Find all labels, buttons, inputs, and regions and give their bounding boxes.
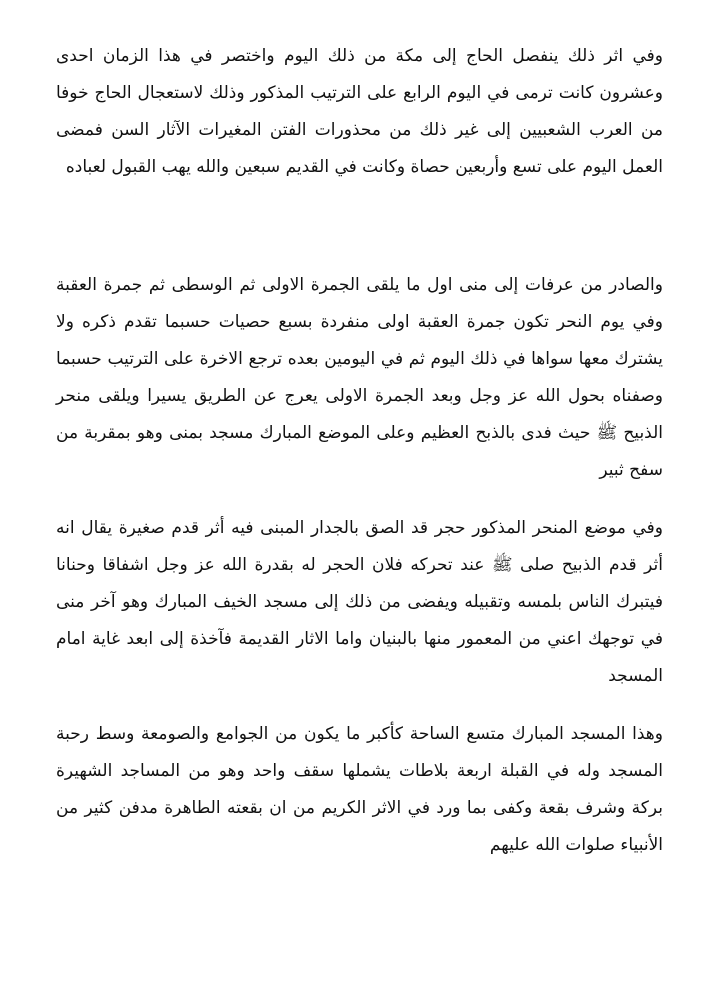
paragraph-3: وفي موضع المنحر المذكور حجر قد الصق بالجدار المبنى فيه أثر قدم صغيرة يقال انه أثر قدم الذبيح صلى ﷺ عند تحركه فلان الحجر له بقدرة الله عز وجل اشفاقا وحنانا فيتبرك الناس بلمسه وتقبيله ويفضى من ذلك إلى مسجد الخيف المبارك وهو آخر منى في توجهك اعني من المعمور منها بالبنيان واما الاثار القديمة فآخذة إلى ابعد غاية امام المسجد (56, 518, 663, 686)
paragraph-4: وهذا المسجد المبارك متسع الساحة كأكبر ما يكون من الجوامع والصومعة وسط رحبة المسجد وله في القبلة اربعة بلاطات يشملها سقف واحد وهو من المساجد الشهيرة بركة وشرف بقعة وكفى بما ورد في الاثر الكريم من ان بقعته الطاهرة مدفن كثير من الأنبياء صلوات الله عليهم (56, 724, 663, 855)
paragraph-1: وفي اثر ذلك ينفصل الحاج إلى مكة من ذلك اليوم واختصر في هذا الزمان احدى وعشرون كانت ترمى في اليوم الرابع على الترتيب المذكور وذلك لاستعجال الحاج خوفا من العرب الشعبيين إلى غير ذلك من محذورات الفتن المغيرات الآثار السن فمضى العمل اليوم على تسع وأربعين حصاة وكانت في القديم سبعين والله يهب القبول لعباده (56, 46, 663, 177)
paragraph-2: والصادر من عرفات إلى منى اول ما يلقى الجمرة الاولى ثم الوسطى ثم جمرة العقبة وفي يوم النحر تكون جمرة العقبة اولى منفردة بسبع حصيات حسبما تقدم ذكره ولا يشترك معها سواها في ذلك اليوم ثم في اليومين بعده ترجع الاخرة على الترتيب حسبما وصفناه بحول الله عز وجل وبعد الجمرة الاولى يعرج عن الطريق يسيرا ويلقى منحر الذبيح ﷺ حيث فدى بالذبح العظيم وعلى الموضع المبارك مسجد بمنى وهو بمقربة من سفح ثبير (56, 275, 663, 480)
